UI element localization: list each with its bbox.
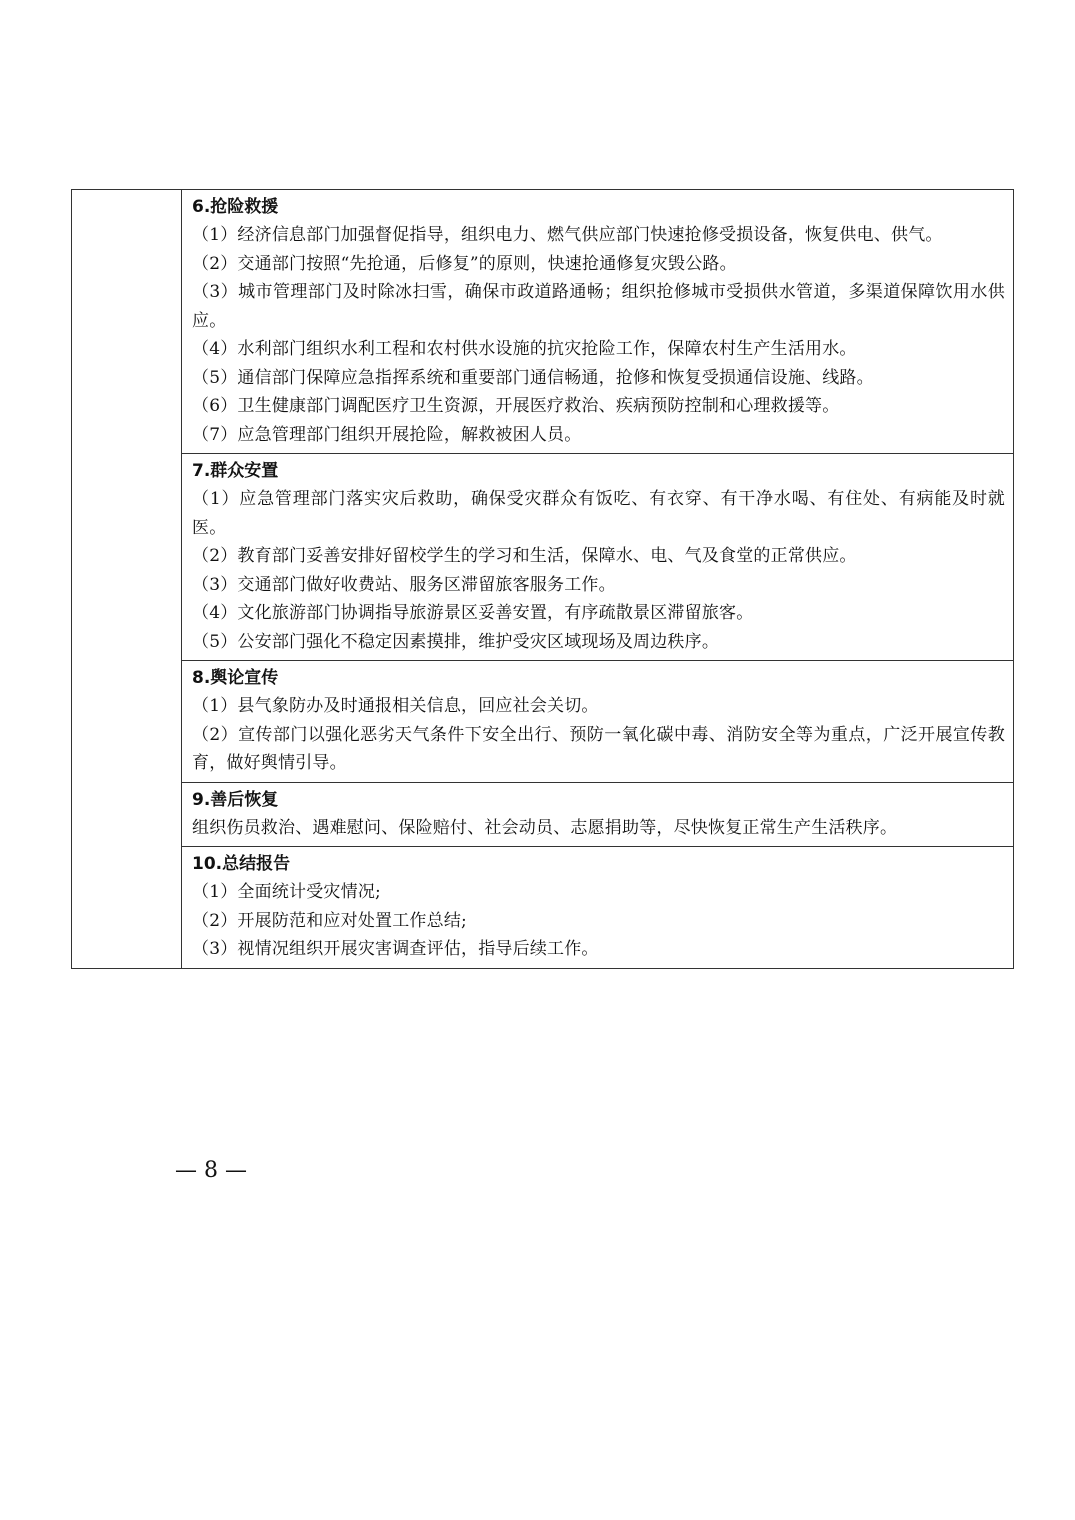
section-cell-rescue [182, 190, 1014, 454]
section-item: （2）开展防范和应对处置工作总结; [192, 910, 467, 931]
section-cell-summary [182, 847, 1014, 969]
table-row [72, 661, 1014, 783]
section-item: （5）通信部门保障应急指挥系统和重要部门通信畅通，抢修和恢复受损通信设施、线路。 [192, 367, 874, 388]
section-item: （3）视情况组织开展灾害调查评估，指导后续工作。 [192, 939, 599, 959]
table-row [72, 454, 1014, 661]
section-item: （5）公安部门强化不稳定因素摸排，维护受灾区域现场及周边秩序。 [192, 631, 720, 652]
section-title: 6.抢险救援 [192, 197, 279, 217]
section-item: （2）宣传部门以强化恶劣天气条件下安全出行、预防一氧化碳中毒、消防安全等为重点，广泛开展宣传教育，做好舆情引导。 [192, 724, 1005, 773]
section-item: 组织伤员救治、遇难慰问、保险赔付、社会动员、志愿捐助等，尽快恢复正常生产生活秩序。 [192, 817, 898, 838]
section-title: 9.善后恢复 [192, 789, 279, 810]
section-item: （4）文化旅游部门协调指导旅游景区妥善安置，有序疏散景区滞留旅客。 [192, 603, 754, 623]
section-title: 8.舆论宣传 [192, 668, 279, 688]
section-title: 10.总结报告 [192, 854, 291, 874]
table-row [72, 782, 1014, 847]
section-item: （1）经济信息部门加强督促指导，组织电力、燃气供应部门快速抢修受损设备，恢复供电、供气。 [192, 225, 943, 245]
plan-table [71, 189, 1014, 969]
section-item: （4）水利部门组织水利工程和农村供水设施的抗灾抢险工作，保障农村生产生活用水。 [192, 339, 857, 359]
table-row [72, 190, 1014, 454]
section-cell-publicity [182, 661, 1014, 783]
plan-table-body [72, 190, 1014, 969]
left-label-cell [72, 190, 182, 969]
section-item: （7）应急管理部门组织开展抢险，解救被困人员。 [192, 424, 582, 445]
section-item: （2）交通部门按照“先抢通，后修复”的原则，快速抢通修复灾毁公路。 [192, 253, 737, 274]
section-title: 7.群众安置 [192, 461, 279, 481]
page-number: — 8 — [175, 1158, 247, 1183]
section-item: （3）城市管理部门及时除冰扫雪，确保市政道路通畅；组织抢修城市受损供水管道，多渠道保障饮用水供应。 [192, 282, 1005, 331]
section-cell-resettlement [182, 454, 1014, 661]
section-item: （1）县气象防办及时通报相关信息，回应社会关切。 [192, 696, 599, 716]
section-item: （2）教育部门妥善安排好留校学生的学习和生活，保障水、电、气及食堂的正常供应。 [192, 546, 857, 566]
table-row [72, 847, 1014, 969]
section-cell-recovery [182, 782, 1014, 847]
section-item: （1）全面统计受灾情况; [192, 882, 381, 902]
section-item: （6）卫生健康部门调配医疗卫生资源，开展医疗救治、疾病预防控制和心理救援等。 [192, 396, 840, 416]
section-item: （3）交通部门做好收费站、服务区滞留旅客服务工作。 [192, 574, 616, 595]
section-item: （1）应急管理部门落实灾后救助，确保受灾群众有饭吃、有衣穿、有干净水喝、有住处、有病能及时就医。 [192, 489, 1005, 538]
